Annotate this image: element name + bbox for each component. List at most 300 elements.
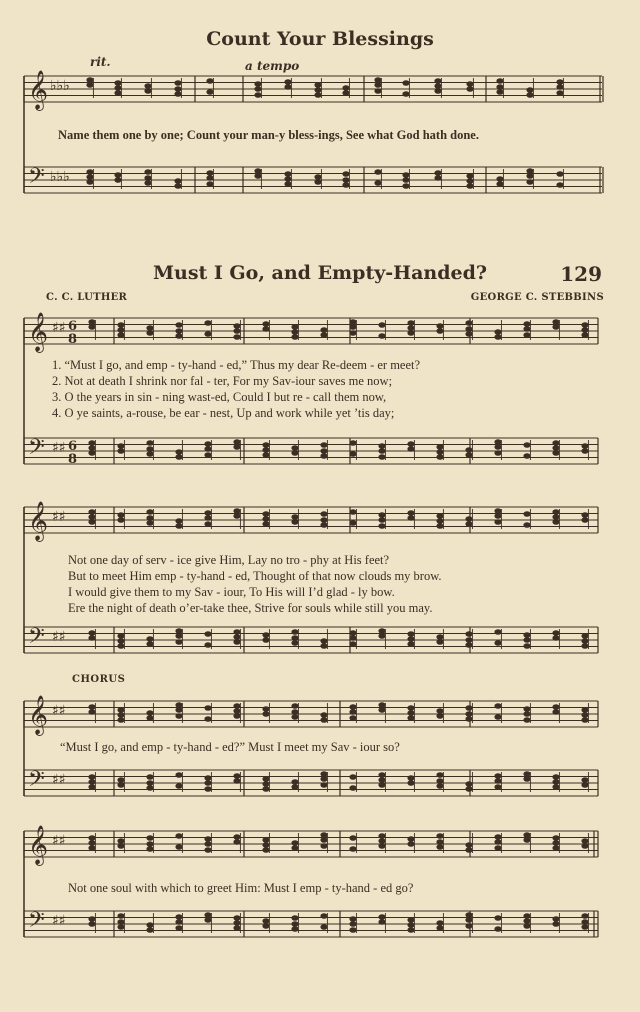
hymn-note-notehead <box>552 835 559 841</box>
hymn-note-notehead <box>233 703 240 709</box>
hymn-note-notehead <box>581 782 588 788</box>
hymn-note-notehead <box>581 707 588 713</box>
hymn-note-notehead <box>581 712 588 718</box>
hymn-note-notehead <box>494 784 501 790</box>
top-note-notehead <box>114 177 121 183</box>
top-key-0: ♭♭♭ <box>50 78 70 94</box>
top-note-notehead <box>434 83 441 89</box>
hymn-note-notehead <box>349 440 356 446</box>
hymn-note-notehead <box>349 921 356 927</box>
hymn-note-notehead <box>523 632 530 638</box>
hymn-note-notehead <box>262 923 269 929</box>
top-note-notehead <box>206 170 213 176</box>
top-note-notehead <box>314 92 321 98</box>
top-clef-0: 𝄞 <box>28 70 49 110</box>
hymn-note-notehead <box>320 453 327 459</box>
hymn-note-notehead <box>233 834 240 840</box>
hymn-note-notehead <box>523 923 530 929</box>
hymn-note-notehead <box>262 781 269 787</box>
hymn-number: 129 <box>560 262 602 286</box>
hymn-clef: 𝄞 <box>28 501 49 541</box>
hymn-note-notehead <box>146 922 153 928</box>
hymn-note-notehead <box>262 521 269 527</box>
hymn-note-notehead <box>146 446 153 452</box>
hymn-note-notehead <box>117 843 124 849</box>
hymn-note-notehead <box>320 511 327 517</box>
hymn-note-notehead <box>291 714 298 720</box>
hymn-note-notehead <box>291 519 298 525</box>
hymn-note-notehead <box>117 924 124 930</box>
top-note-notehead <box>526 87 533 93</box>
top-note-notehead <box>402 91 409 97</box>
hymn-note-notehead <box>146 440 153 446</box>
hymn-note-notehead <box>204 912 211 918</box>
hymn-note-notehead <box>465 917 472 923</box>
hymn-note-notehead <box>436 523 443 529</box>
hymn-note-notehead <box>349 774 356 780</box>
hymn-note-notehead <box>146 841 153 847</box>
verse-4-line-2: Ere the night of death o’er-take thee, Strive for souls while still you may. <box>68 601 433 615</box>
hymn-note-notehead <box>523 442 530 448</box>
hymn-note-notehead <box>349 927 356 933</box>
hymn-note-notehead <box>146 509 153 515</box>
top-note-notehead <box>254 86 261 92</box>
hymn-note-notehead <box>88 324 95 330</box>
top-note-notehead <box>174 183 181 189</box>
hymn-note-notehead <box>407 780 414 786</box>
hymn-note-notehead <box>494 845 501 851</box>
hymn-note-notehead <box>407 922 414 928</box>
hymn-note-notehead <box>436 844 443 850</box>
hymn-note-notehead <box>291 635 298 641</box>
hymn-note-notehead <box>117 448 124 454</box>
top-note-notehead <box>374 180 381 186</box>
hymn-note-notehead <box>233 778 240 784</box>
hymn-note-notehead <box>378 517 385 523</box>
hymn-note-notehead <box>349 916 356 922</box>
hymn-note-notehead <box>262 837 269 843</box>
hymn-note-notehead <box>117 707 124 713</box>
hymn-note-notehead <box>262 511 269 517</box>
hymn-note-notehead <box>146 520 153 526</box>
hymn-note-notehead <box>204 446 211 452</box>
hymn-note-notehead <box>465 631 472 637</box>
hymn-note-notehead <box>407 510 414 516</box>
hymn-note-notehead <box>291 779 298 785</box>
hymn-note-notehead <box>552 450 559 456</box>
hymn-note-notehead <box>407 710 414 716</box>
top-note-notehead <box>144 180 151 186</box>
top-note-notehead <box>114 172 121 178</box>
top-note-notehead <box>526 179 533 185</box>
hymn-note-notehead <box>233 629 240 635</box>
hymn-note-notehead <box>291 640 298 646</box>
top-note-notehead <box>86 174 93 180</box>
hymn-note-notehead <box>233 839 240 845</box>
hymn-note-notehead <box>349 324 356 330</box>
verse-2-line-2: But to meet Him emp - ty-hand - ed, Thought of that now clouds my brow. <box>68 569 442 583</box>
hymn-note-notehead <box>378 838 385 844</box>
hymn-note-notehead <box>378 919 385 925</box>
hymn-note-notehead <box>291 709 298 715</box>
hymn-note-notehead <box>117 913 124 919</box>
hymn-note-notehead <box>88 840 95 846</box>
hymn-note-notehead <box>204 331 211 337</box>
hymn-note-notehead <box>465 705 472 711</box>
hymn-note-notehead <box>146 715 153 721</box>
hymn-note-notehead <box>465 516 472 522</box>
hymn-note-notehead <box>436 518 443 524</box>
hymn-note-notehead <box>581 717 588 723</box>
hymn-clef: 𝄞 <box>28 825 49 865</box>
hymn-note-notehead <box>262 786 269 792</box>
verse-2-line-1: 2. Not at death I shrink nor fal - ter, For my Sav-iour saves me now; <box>52 374 393 388</box>
hymn-note-notehead <box>581 838 588 844</box>
hymn-note-notehead <box>552 921 559 927</box>
top-note-notehead <box>284 79 291 85</box>
hymn-note-notehead <box>320 913 327 919</box>
top-note-notehead <box>114 90 121 96</box>
hymn-note-notehead <box>262 326 269 332</box>
hymn-note-notehead <box>233 915 240 921</box>
hymn-note-notehead <box>407 515 414 521</box>
hymn-note-notehead <box>407 441 414 447</box>
hymn-note-notehead <box>494 334 501 340</box>
top-note-notehead <box>374 77 381 83</box>
hymn-note-notehead <box>407 775 414 781</box>
hymn-note-notehead <box>465 642 472 648</box>
hymn-note-notehead <box>175 914 182 920</box>
hymn-note-notehead <box>291 845 298 851</box>
top-note-notehead <box>144 88 151 94</box>
hymn-note-notehead <box>436 833 443 839</box>
hymn-note-notehead <box>378 843 385 849</box>
hymn-note-notehead <box>320 442 327 448</box>
hymn-note-notehead <box>436 328 443 334</box>
time-signature-bottom: 8 <box>68 452 78 467</box>
hymn-note-notehead <box>175 925 182 931</box>
hymn-note-notehead <box>117 919 124 925</box>
hymn-note-notehead <box>523 837 530 843</box>
hymn-note-notehead <box>552 840 559 846</box>
top-note-notehead <box>526 92 533 98</box>
hymn-note-notehead <box>233 513 240 519</box>
hymn-note-notehead <box>552 445 559 451</box>
hymn-note-notehead <box>349 520 356 526</box>
hymn-note-notehead <box>117 633 124 639</box>
top-note-notehead <box>284 84 291 90</box>
hymn-note-notehead <box>581 919 588 925</box>
lyricist-credit: C. C. LUTHER <box>46 292 128 303</box>
hymn-note-notehead <box>262 442 269 448</box>
top-note-notehead <box>342 171 349 177</box>
hymn-note-notehead <box>436 713 443 719</box>
hymn-note-notehead <box>494 444 501 450</box>
hymn-note-notehead <box>262 452 269 458</box>
hymn-note-notehead <box>204 786 211 792</box>
hymn-note-notehead <box>523 771 530 777</box>
hymn-note-notehead <box>117 517 124 523</box>
top-hymn-lyric: Name them one by one; Count your man-y bless-ings, See what God hath done. <box>58 128 479 142</box>
hymn-note-notehead <box>320 448 327 454</box>
hymn-note-notehead <box>378 322 385 328</box>
hymn-note-notehead <box>117 777 124 783</box>
hymn-note-notehead <box>117 643 124 649</box>
chorus-line-2: Not one soul with which to greet Him: Must I emp - ty-hand - ed go? <box>68 881 414 895</box>
top-note-notehead <box>254 168 261 174</box>
top-note-notehead <box>496 84 503 90</box>
top-note-notehead <box>402 177 409 183</box>
hymn-note-notehead <box>465 781 472 787</box>
hymn-note-notehead <box>204 441 211 447</box>
hymn-note-notehead <box>581 443 588 449</box>
hymn-note-notehead <box>175 449 182 455</box>
hymn-note-notehead <box>349 641 356 647</box>
hymn-note-notehead <box>349 630 356 636</box>
hymn-note-notehead <box>436 513 443 519</box>
hymn-note-notehead <box>204 705 211 711</box>
top-key-1: ♭♭♭ <box>50 169 70 185</box>
hymn-note-notehead <box>407 917 414 923</box>
hymn-note-notehead <box>436 639 443 645</box>
hymn-note-notehead <box>146 641 153 647</box>
top-note-notehead <box>402 80 409 86</box>
hymn-note-notehead <box>494 839 501 845</box>
hymn-title: Must I Go, and Empty-Handed? <box>152 262 488 284</box>
hymn-note-notehead <box>436 708 443 714</box>
hymn-note-notehead <box>204 716 211 722</box>
top-note-notehead <box>434 88 441 94</box>
top-note-notehead <box>144 169 151 175</box>
hymn-note-notehead <box>436 772 443 778</box>
hymn-note-notehead <box>407 705 414 711</box>
hymn-key: ♯♯ <box>52 320 66 336</box>
hymn-note-notehead <box>552 440 559 446</box>
hymn-note-notehead <box>552 509 559 515</box>
hymn-note-notehead <box>523 637 530 643</box>
hymn-note-notehead <box>291 334 298 340</box>
top-note-notehead <box>526 173 533 179</box>
top-note-notehead <box>466 178 473 184</box>
hymn-note-notehead <box>465 637 472 643</box>
chorus-line-1: “Must I go, and emp - ty-hand - ed?” Must I meet my Sav - iour so? <box>60 740 400 754</box>
hymn-note-notehead <box>291 926 298 932</box>
hymn-note-notehead <box>262 516 269 522</box>
hymn-note-notehead <box>146 835 153 841</box>
hymn-note-notehead <box>291 703 298 709</box>
hymn-note-notehead <box>523 321 530 327</box>
hymn-note-notehead <box>146 515 153 521</box>
hymn-note-notehead <box>117 638 124 644</box>
top-note-notehead <box>496 181 503 187</box>
top-note-notehead <box>144 175 151 181</box>
hymn-note-notehead <box>581 517 588 523</box>
top-note-notehead <box>86 77 93 83</box>
top-note-notehead <box>402 183 409 189</box>
hymn-note-notehead <box>349 704 356 710</box>
hymn-note-notehead <box>204 836 211 842</box>
hymn-note-notehead <box>88 835 95 841</box>
hymn-note-notehead <box>175 833 182 839</box>
hymn-note-notehead <box>233 773 240 779</box>
hymn-note-notehead <box>378 512 385 518</box>
hymn-note-notehead <box>523 832 530 838</box>
hymn-note-notehead <box>175 518 182 524</box>
hymn-note-notehead <box>117 443 124 449</box>
hymn-note-notehead <box>146 636 153 642</box>
hymn-note-notehead <box>378 782 385 788</box>
top-note-notehead <box>174 86 181 92</box>
chorus-label: CHORUS <box>72 674 126 685</box>
hymn-note-notehead <box>581 843 588 849</box>
top-clef-1: 𝄢 <box>28 164 45 194</box>
top-note-notehead <box>114 80 121 86</box>
hymn-note-notehead <box>552 519 559 525</box>
hymn-note-notehead <box>494 773 501 779</box>
hymn-note-notehead <box>436 778 443 784</box>
hymn-note-notehead <box>407 631 414 637</box>
hymn-note-notehead <box>320 771 327 777</box>
hymn-note-notehead <box>378 333 385 339</box>
hymn-note-notehead <box>320 643 327 649</box>
hymn-note-notehead <box>465 842 472 848</box>
top-note-notehead <box>496 176 503 182</box>
top-note-notehead <box>374 88 381 94</box>
top-note-notehead <box>284 181 291 187</box>
hymn-note-notehead <box>262 637 269 643</box>
hymn-key: ♯♯ <box>52 509 66 525</box>
top-note-notehead <box>314 174 321 180</box>
hymn-note-notehead <box>233 323 240 329</box>
hymn-note-notehead <box>262 918 269 924</box>
hymn-note-notehead <box>523 643 530 649</box>
top-note-notehead <box>466 173 473 179</box>
top-note-notehead <box>466 81 473 87</box>
time-signature-top: 6 <box>68 439 78 454</box>
hymn-note-notehead <box>349 635 356 641</box>
hymn-note-notehead <box>146 710 153 716</box>
hymn-note-notehead <box>378 707 385 713</box>
top-note-notehead <box>466 183 473 189</box>
hymn-note-notehead <box>407 330 414 336</box>
hymn-note-notehead <box>523 453 530 459</box>
top-note-notehead <box>254 173 261 179</box>
hymn-note-notehead <box>146 846 153 852</box>
hymn-note-notehead <box>320 782 327 788</box>
verse-4-line-1: 4. O ye saints, a-rouse, be ear - nest, Up and work while yet ’tis day; <box>52 406 395 420</box>
hymn-note-notehead <box>436 920 443 926</box>
hymn-note-notehead <box>494 450 501 456</box>
hymn-note-notehead <box>581 322 588 328</box>
hymn-note-notehead <box>175 707 182 713</box>
hymn-note-notehead <box>291 629 298 635</box>
top-note-notehead <box>174 178 181 184</box>
hymn-note-notehead <box>175 783 182 789</box>
hymn-clef: 𝄢 <box>28 624 45 654</box>
hymn-note-notehead <box>552 514 559 520</box>
hymn-key: ♯♯ <box>52 629 66 645</box>
top-note-notehead <box>434 78 441 84</box>
hymn-note-notehead <box>175 702 182 708</box>
hymn-note-notehead <box>552 916 559 922</box>
hymn-note-notehead <box>262 776 269 782</box>
top-note-notehead <box>466 86 473 92</box>
hymn-note-notehead <box>581 448 588 454</box>
hymn-note-notehead <box>117 717 124 723</box>
hymn-note-notehead <box>436 783 443 789</box>
hymn-note-notehead <box>378 914 385 920</box>
hymn-note-notehead <box>465 711 472 717</box>
hymn-note-notehead <box>320 837 327 843</box>
hymn-note-notehead <box>262 711 269 717</box>
hymn-note-notehead <box>378 628 385 634</box>
hymn-note-notehead <box>581 777 588 783</box>
hymn-note-notehead <box>523 711 530 717</box>
hymn-note-notehead <box>349 451 356 457</box>
top-note-notehead <box>556 182 563 188</box>
top-note-notehead <box>556 90 563 96</box>
hymn-note-notehead <box>88 509 95 515</box>
hymn-note-notehead <box>146 325 153 331</box>
hymn-note-notehead <box>494 519 501 525</box>
hymn-note-notehead <box>494 926 501 932</box>
hymn-key: ♯♯ <box>52 833 66 849</box>
hymn-note-notehead <box>407 446 414 452</box>
hymn-note-notehead <box>436 839 443 845</box>
hymn-note-notehead <box>465 521 472 527</box>
top-note-notehead <box>206 89 213 95</box>
hymn-note-notehead <box>407 320 414 326</box>
hymn-note-notehead <box>291 329 298 335</box>
hymn-note-notehead <box>88 916 95 922</box>
hymn-note-notehead <box>291 445 298 451</box>
top-note-notehead <box>314 87 321 93</box>
hymn-note-notehead <box>291 921 298 927</box>
hymn-note-notehead <box>494 329 501 335</box>
hymn-note-notehead <box>465 326 472 332</box>
top-note-notehead <box>206 78 213 84</box>
hymn-note-notehead <box>146 774 153 780</box>
hymn-note-notehead <box>175 844 182 850</box>
hymn-note-notehead <box>581 633 588 639</box>
hymn-note-notehead <box>88 704 95 710</box>
hymn-note-notehead <box>233 634 240 640</box>
hymn-note-notehead <box>378 443 385 449</box>
hymn-note-notehead <box>88 440 95 446</box>
hymn-clef: 𝄢 <box>28 435 45 465</box>
top-hymn-title: Count Your Blessings <box>206 28 434 50</box>
hymn-note-notehead <box>262 447 269 453</box>
hymn-note-notehead <box>204 917 211 923</box>
hymn-note-notehead <box>175 919 182 925</box>
hymn-note-notehead <box>581 327 588 333</box>
top-note-notehead <box>342 177 349 183</box>
hymn-note-notehead <box>465 786 472 792</box>
hymn-note-notehead <box>523 913 530 919</box>
hymn-note-notehead <box>175 454 182 460</box>
top-note-notehead <box>174 80 181 86</box>
hymn-note-notehead <box>204 780 211 786</box>
hymn-note-notehead <box>233 925 240 931</box>
hymn-note-notehead <box>175 772 182 778</box>
hymn-note-notehead <box>204 452 211 458</box>
hymn-note-notehead <box>349 330 356 336</box>
hymn-note-notehead <box>494 915 501 921</box>
time-signature-bottom: 8 <box>68 332 78 347</box>
hymn-note-notehead <box>523 717 530 723</box>
hymn-note-notehead <box>146 785 153 791</box>
hymn-note-notehead <box>552 845 559 851</box>
